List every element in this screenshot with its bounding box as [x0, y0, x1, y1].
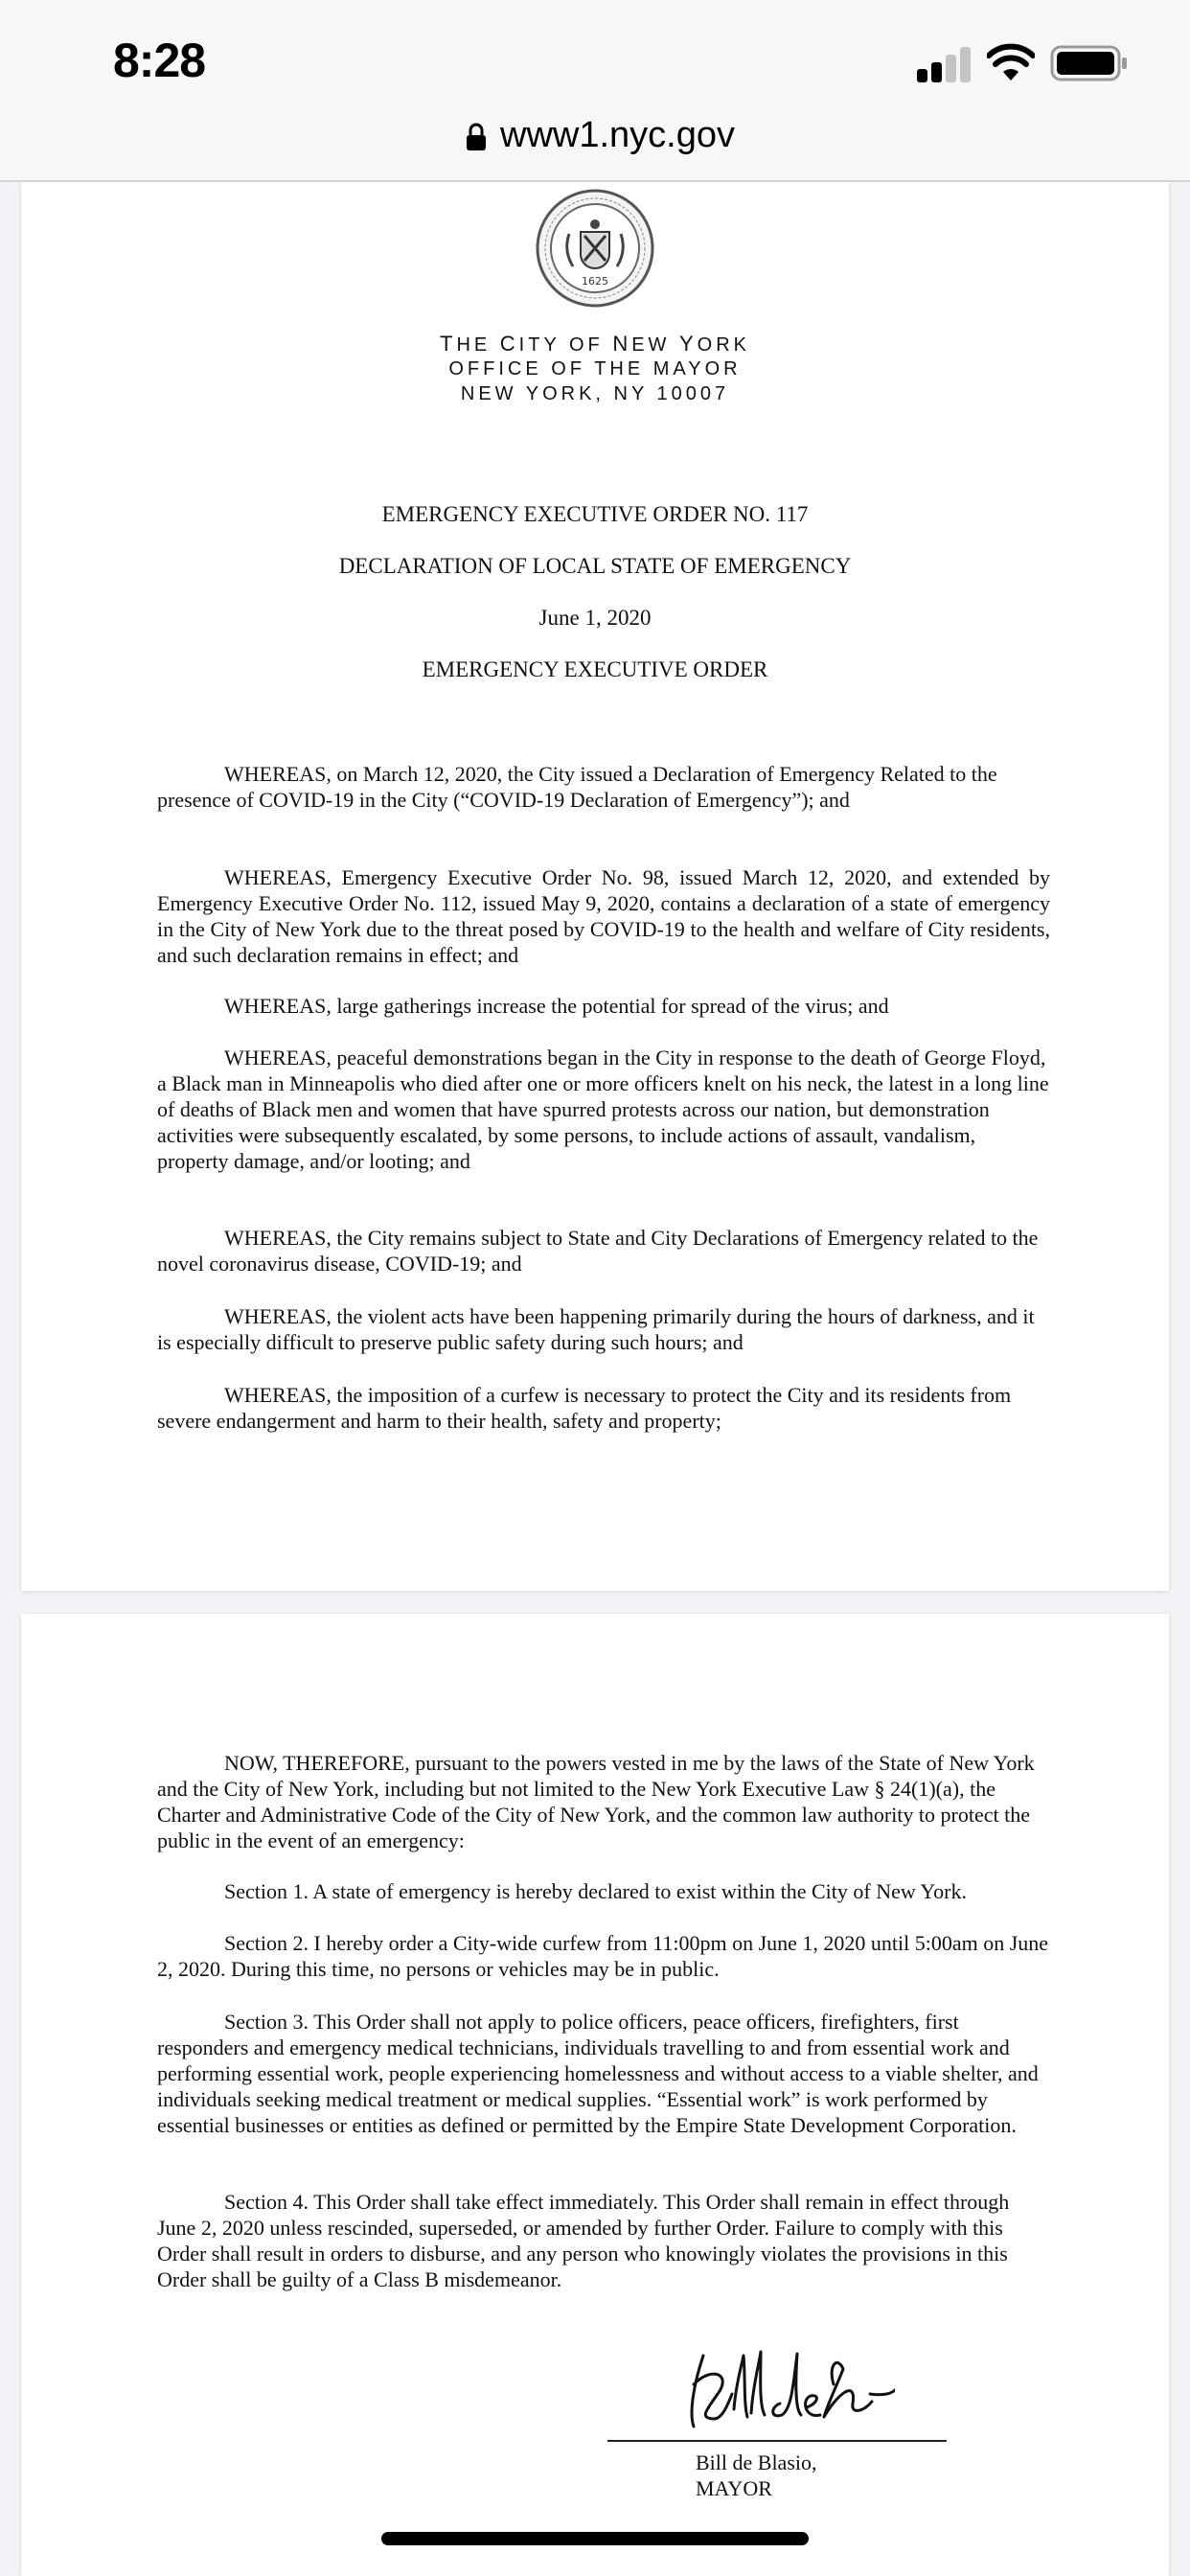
status-time: 8:28 [113, 34, 206, 87]
city-seal-logo [535, 186, 655, 310]
whereas-paragraph: WHEREAS, on March 12, 2020, the City issued a Declaration of Emergency Related to the presence of COVID-19 in the City (“COVID-19 Declaration of Emergency”); and [157, 762, 997, 812]
document-page-1 [21, 182, 1169, 1591]
order-subtitle: EMERGENCY EXECUTIVE ORDER [422, 657, 768, 681]
now-therefore-paragraph: NOW, THEREFORE, pursuant to the powers vested in me by the laws of the State of New York and the City of New York, including but not limited to the New York Executive Law § 24(1)(a), the Charter and Administrative Code of the City of New York, and the common law authority to protect the public in the event of an emergency: [157, 1751, 1035, 1852]
section-paragraph: Section 3. This Order shall not apply to police officers, peace officers, firefighters, first responders and emergency medical technicians, individuals travelling to and from essential work and performing essential work, people experiencing homelessness and without access to a viable shelter, and individuals seeking medical treatment or medical supplies. “Essential work” is work performed by essential businesses or entities as defined or permitted by the Empire State Development Corporation. [157, 2010, 1039, 2137]
letterhead-address: NEW YORK, NY 10007 [460, 383, 730, 404]
order-date: June 1, 2020 [538, 606, 652, 630]
url-text[interactable]: www1.nyc.gov [500, 115, 735, 155]
section-paragraph: Section 4. This Order shall take effect immediately. This Order shall remain in effect through June 2, 2020 unless rescinded, superseded, or amended by further Order. Failure to comply with this Order shall result in orders to disburse, and any person who knowingly violates the provisions in this Order shall be guilty of a Class B misdemeanor. [157, 2190, 1010, 2291]
order-title: DECLARATION OF LOCAL STATE OF EMERGENCY [338, 554, 852, 578]
document-page-2 [21, 1614, 1169, 2576]
whereas-paragraph: WHEREAS, the imposition of a curfew is necessary to protect the City and its residents from severe endangerment and harm to their health, safety and property; [157, 1383, 1012, 1433]
whereas-paragraph: WHEREAS, peaceful demonstrations began in the City in response to the death of George Floyd, a Black man in Minneapolis who died after one or more officers knelt on his neck, the latest in a long line of deaths of Black men and women that have spurred protests across our nation, but demonstration activities were subsequently escalated, by some persons, to include actions of assault, vandalism, property damage, and/or looting; and [157, 1046, 1049, 1173]
address-bar[interactable] [0, 105, 1190, 182]
home-indicator[interactable] [381, 2532, 809, 2545]
wifi-icon [987, 42, 1035, 82]
signer-title: MAYOR [696, 2476, 772, 2500]
handwritten-signature [665, 2327, 895, 2432]
lock-icon [466, 123, 487, 151]
signature-block [607, 2327, 972, 2461]
letterhead-office: OFFICE OF THE MAYOR [448, 358, 742, 380]
whereas-paragraph: WHEREAS, large gatherings increase the potential for spread of the virus; and [224, 994, 889, 1018]
signer-block [696, 2450, 817, 2501]
signer-name: Bill de Blasio, [696, 2450, 817, 2474]
whereas-paragraph: WHEREAS, the City remains subject to State and City Declarations of Emergency related to the novel coronavirus disease, COVID-19; and [157, 1226, 1039, 1276]
svg-text:1625: 1625 [582, 275, 608, 288]
cellular-signal-icon [917, 46, 973, 82]
battery-icon [1050, 44, 1129, 82]
whereas-paragraph: WHEREAS, Emergency Executive Order No. 98, issued March 12, 2020, and extended by Emergency Executive Order No. 112, issued May 9, 2020, contains a declaration of a state of emergency in the City of New York due to the threat posed by COVID-19 to the health and welfare of City residents, and such declaration remains in effect; and [157, 865, 1050, 967]
signature-line [607, 2440, 947, 2442]
section-paragraph: Section 1. A state of emergency is hereby declared to exist within the City of New York. [224, 1879, 967, 1903]
whereas-paragraph: WHEREAS, the violent acts have been happening primarily during the hours of darkness, and it is especially difficult to preserve public safety during such hours; and [157, 1304, 1035, 1354]
section-paragraph: Section 2. I hereby order a City-wide curfew from 11:00pm on June 1, 2020 until 5:00am on June 2, 2020. During this time, no persons or vehicles may be in public. [157, 1931, 1049, 1981]
order-number: EMERGENCY EXECUTIVE ORDER NO. 117 [381, 502, 809, 526]
letterhead-city: THE CITY OF NEW YORK [439, 332, 751, 356]
